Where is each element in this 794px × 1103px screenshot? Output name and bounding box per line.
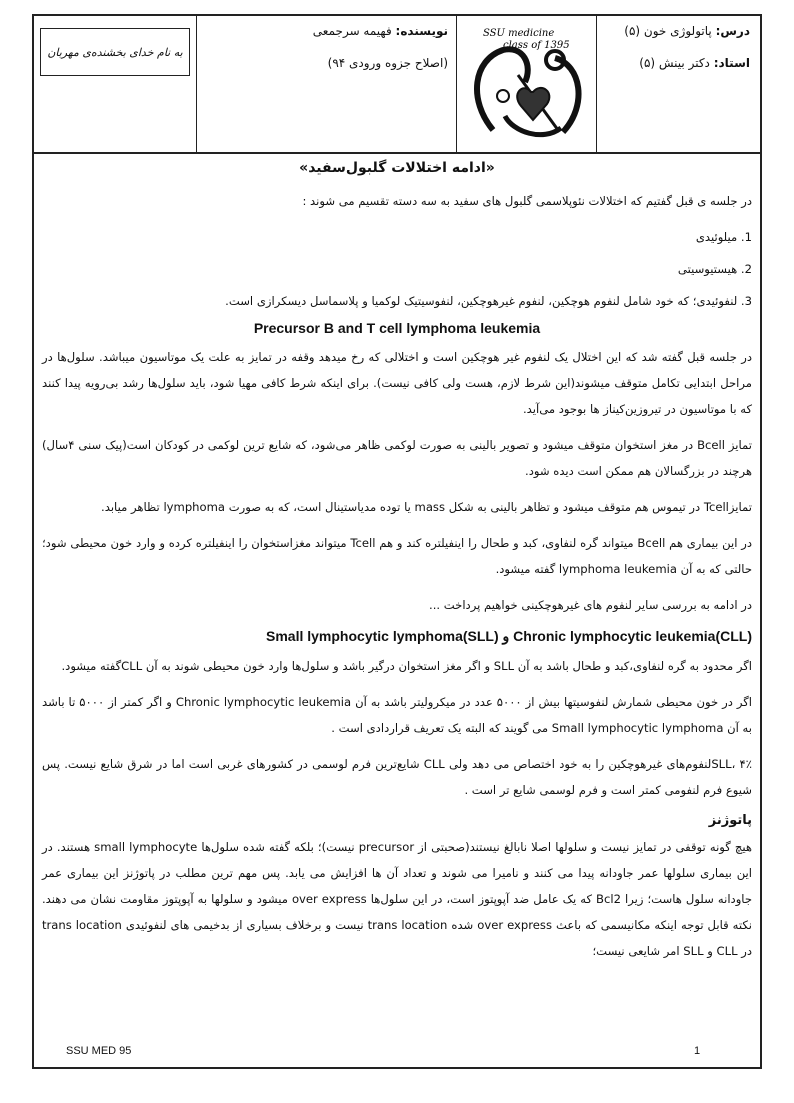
author-note: (اصلاح جزوه ورودی ۹۴) <box>327 56 448 70</box>
section2-paragraph-1: اگر محدود به گره لنفاوی،کبد و طحال باشد به آن SLL و اگر مغز استخوان درگیر باشد و سلول‌ها وارد خون محیطی شوند به آن CLLگفته میشود. <box>61 659 752 673</box>
author-value: فهیمه سرجمعی <box>312 24 392 38</box>
page-title: «ادامه اختلالات گلبول‌سفید» <box>299 160 495 176</box>
bismillah-text: به نام خدای بخشنده‌ی مهربان <box>47 45 183 59</box>
section2-paragraph-2: اگر در خون محیطی شمارش لنفوسیتها بیش از ۵۰۰۰ عدد در میکرولیتر باشد به آن Chronic lymphocytic leukemia و اگر کمتر از ۵۰۰۰ تا باشد به آن Small lymphocytic lymphoma می گویند که البته یک تعریف قراردادی است . <box>42 695 753 735</box>
course-label: درس: <box>715 24 750 38</box>
course-value: پاتولوژی خون (۵) <box>624 24 712 38</box>
footer-label: SSU MED 95 <box>66 1045 132 1057</box>
list-item-histiocytic: 2. هیستیوسیتی <box>677 262 752 276</box>
bismillah-cell <box>34 16 196 152</box>
logo-text-line1: SSU medicine <box>483 28 555 39</box>
section1-paragraph-4: در این بیماری هم Bcell میتواند گره لنفاوی، کبد و طحال را اینفیلتره کند و هم Tcell میتواند مغزاستخوان را اینفیلتره کرده و وارد خون محیطی شود؛ حالتی که به آن lymphoma leukemia گفته میشود. <box>42 536 752 576</box>
intro-paragraph: در جلسه ی قبل گفتیم که اختلالات نئوپلاسمی گلبول های سفید به سه دسته تقسیم می شوند : <box>302 194 752 208</box>
list-item-lymphoid: 3. لنفوئیدی؛ که خود شامل لنفوم هوچکین، لنفوم غیرهوچکین، لنفوسیتیک لوکمیا و پلاسماسل دیسکرازی است. <box>225 294 752 308</box>
section1-paragraph-1: در جلسه قبل گفته شد که این اختلال یک لنفوم غیر هوچکین است و اختلالی که رخ میدهد وقفه در تمایز به علت یک موتاسیون میباشد. سلول‌ها در مراحل ابتدایی تکامل متوقف میشوند(این شرط لازم، هست ولی کافی نیست). برای اینکه شرط کافی مهیا شود، باید سلول‌ها رشد بی‌رویه پیدا کنند که با موتاسیون در تیروزین‌کیناز ها بوجود می‌آید. <box>42 350 752 416</box>
author-line <box>205 24 448 38</box>
section3-paragraph: هیچ گونه توقفی در تمایز نیست و سلولها اصلا نابالغ نیستند(صحبتی از precursor نیست)؛ بلکه گفته شده سلول‌ها small lymphocyte هستند. در این بیماری سلولها عمر جاودانه پیدا می کنند و نامیرا می شوند و تعداد آن ها افزایش می یابد. پس مهم ترین مطلب در پاتوژنز این بیماری عمر جاودانه سلول هاست؛ زیرا Bcl2 که یک عامل ضد آپوپتوز است، در این سلول‌ها over express میشود و سلولها به آپوپتوز مقاومت نشان می دهند. نکته قابل توجه اینکه مکانیسمی که باعث over express شده trans location نیست و برخلاف بسیاری از بدخیمی های لنفوئیدی trans location در CLL و SLL امر شایعی نیست؛ <box>42 840 752 958</box>
header-table <box>34 16 760 154</box>
section1-paragraph-3: تمایزTcell در تیموس هم متوقف میشود و تظاهر بالینی به شکل mass یا توده مدیاستینال است، که به صورت lymphoma تظاهر میابد. <box>101 500 752 514</box>
course-line <box>603 24 750 38</box>
main-content <box>42 160 752 974</box>
section1-heading: Precursor B and T cell lymphoma leukemia <box>253 320 541 336</box>
section1-paragraph-5: در ادامه به بررسی سایر لنفوم های غیرهوچکینی خواهیم پرداخت ... <box>429 598 752 612</box>
bismillah-box <box>40 28 190 76</box>
section1-paragraph-2: تمایز Bcell در مغز استخوان متوقف میشود و تصویر بالینی به صورت لوکمی ظاهر می‌شود، که شایع ترین لوکمی در کودکان است(پیک سنی ۴سال) هرچند در بزرگسالان هم ممکن است دیده شود. <box>42 438 752 478</box>
section2-heading: Chronic lymphocytic leukemia(CLL) و Small lymphocytic lymphoma(SLL) <box>266 628 752 644</box>
logo-text-line2: class of 1395 <box>503 40 570 51</box>
course-cell <box>596 16 760 152</box>
section2-paragraph-3: SLL، ۴٪لنفوم‌های غیرهوچکین را به خود اختصاص می دهد ولی CLL شایع‌ترین فرم لوسمی در کشورهای غربی است اما در شرق شایع نیست. پس شیوع فرم لنفومی کمتر است و فرم لوسمی شایع تر است . <box>42 757 752 797</box>
page-number: 1 <box>694 1045 701 1057</box>
author-cell <box>196 16 456 152</box>
teacher-value: دکتر بینش (۵) <box>639 56 710 70</box>
author-label: نویسنده: <box>395 24 448 38</box>
list-item-myeloid: 1. میلوئیدی <box>695 230 752 244</box>
teacher-line <box>603 56 750 70</box>
teacher-label: استاد: <box>713 56 750 70</box>
stethoscope-logo <box>463 20 591 148</box>
logo-cell <box>456 16 596 152</box>
section3-heading: پاتوژنز <box>708 813 752 828</box>
